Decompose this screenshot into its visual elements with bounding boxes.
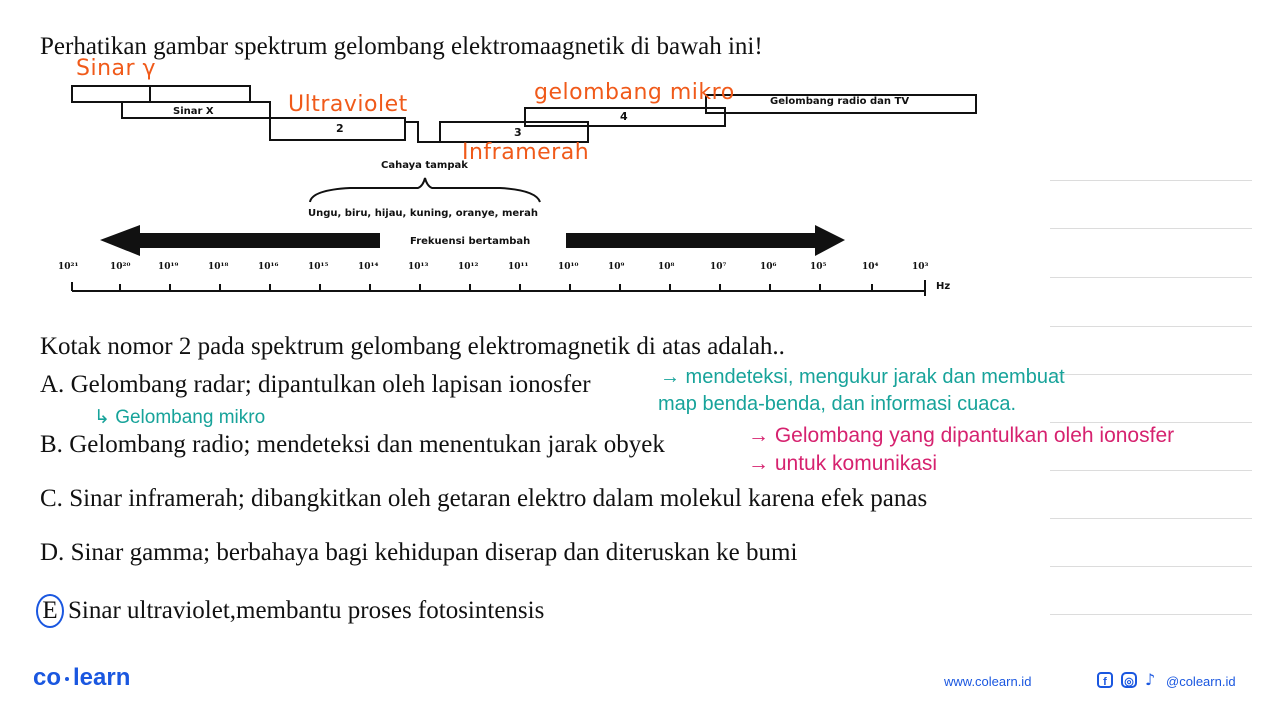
brand-logo	[33, 664, 130, 692]
box-sinar-gamma	[72, 86, 250, 102]
instagram-icon[interactable]: ◎	[1121, 672, 1137, 688]
label-frekuensi: Frekuensi bertambah	[410, 236, 531, 247]
option-text: Sinar inframerah; dibangkitkan oleh getaran elektro dalam molekul karena efek panas	[69, 485, 928, 512]
tick-label: 10¹⁹	[158, 262, 179, 272]
option-letter-circled: E	[36, 594, 64, 628]
annotation-gelombang-mikro: gelombang mikro	[534, 80, 735, 105]
ruled-line	[1050, 326, 1252, 327]
option-text: Sinar ultraviolet,membantu proses fotosintensis	[68, 597, 545, 624]
em-spectrum-diagram	[0, 0, 1280, 320]
question-prompt: Kotak nomor 2 pada spektrum gelombang elektromagnetik di atas adalah..	[40, 333, 785, 360]
visible-brace	[310, 178, 540, 202]
tick-label: 10²⁰	[110, 262, 131, 272]
option-a[interactable]	[40, 372, 591, 397]
option-e[interactable]	[40, 594, 544, 628]
ruled-line	[1050, 470, 1252, 471]
brand-dot	[65, 677, 69, 681]
tick-label: 10¹⁶	[258, 262, 279, 272]
ruled-line	[1050, 566, 1252, 567]
ruled-line	[1050, 374, 1252, 375]
tick-label: 10¹⁵	[308, 262, 329, 272]
note-a-line2: map benda-benda, dan informasi cuaca.	[658, 393, 1017, 415]
brand-co: co	[33, 664, 62, 691]
frequency-axis	[72, 280, 925, 296]
ruled-line	[1050, 614, 1252, 615]
option-letter: C.	[40, 485, 63, 512]
brand-learn: learn	[73, 664, 131, 691]
option-letter: D.	[40, 539, 65, 566]
label-visible-colors: Ungu, biru, hijau, kuning, oranye, merah	[308, 208, 538, 219]
note-a-sub: ↳ Gelombang mikro	[94, 407, 266, 428]
tick-label: 10⁵	[810, 262, 827, 272]
option-b[interactable]	[40, 432, 665, 457]
label-box-4: 4	[620, 110, 628, 123]
tick-label: 10⁶	[760, 262, 777, 272]
tick-label: 10¹⁸	[208, 262, 229, 272]
tick-label: 10⁴	[862, 262, 879, 272]
option-text: Gelombang radar; dipantulkan oleh lapisan ionosfer	[70, 371, 591, 398]
ruled-line	[1050, 228, 1252, 229]
website-link[interactable]: www.colearn.id	[944, 674, 1032, 689]
tick-label: 10¹⁰	[558, 262, 579, 272]
right-arrow	[566, 225, 845, 256]
annotation-sinar-gamma: Sinar γ	[76, 56, 157, 81]
box-cahaya-tampak	[405, 122, 440, 142]
tick-label: 10⁹	[608, 262, 625, 272]
tick-label: 10¹²	[458, 262, 479, 272]
note-b-line1: → Gelombang yang dipantulkan oleh ionosfer	[748, 424, 1175, 447]
tick-label: 10⁷	[710, 262, 727, 272]
left-arrow	[100, 225, 380, 256]
tick-label: 10³	[912, 262, 929, 272]
option-text: Gelombang radio; mendeteksi dan menentukan jarak obyek	[69, 431, 665, 458]
note-a-line1: → mendeteksi, mengukur jarak dan membuat	[660, 366, 1065, 388]
tick-label: 10¹¹	[508, 262, 529, 272]
annotation-inframerah: Inframerah	[462, 140, 590, 165]
facebook-icon[interactable]: f	[1097, 672, 1113, 688]
tick-label: 10⁸	[658, 262, 675, 272]
option-d[interactable]	[40, 540, 797, 565]
ruled-line	[1050, 518, 1252, 519]
tick-label: 10¹⁴	[358, 262, 379, 272]
ruled-line	[1050, 180, 1252, 181]
label-box-3: 3	[514, 126, 522, 139]
label-cahaya-tampak: Cahaya tampak	[381, 160, 468, 171]
tiktok-icon[interactable]: ♪	[1145, 670, 1156, 689]
label-sinar-x: Sinar X	[173, 106, 214, 117]
option-c[interactable]	[40, 486, 927, 511]
option-text: Sinar gamma; berbahaya bagi kehidupan diserap dan diteruskan ke bumi	[70, 539, 798, 566]
question-title: Perhatikan gambar spektrum gelombang elektromaagnetik di bawah ini!	[40, 33, 763, 60]
label-box-2: 2	[336, 122, 344, 135]
label-radio-tv: Gelombang radio dan TV	[770, 96, 910, 107]
note-b-line2: → untuk komunikasi	[748, 452, 938, 475]
label-hz: Hz	[936, 281, 951, 292]
tick-label: 10¹³	[408, 262, 429, 272]
option-letter: A.	[40, 371, 65, 398]
option-letter: B.	[40, 431, 63, 458]
ruled-line	[1050, 277, 1252, 278]
tick-label: 10²¹	[58, 262, 79, 272]
social-handle[interactable]: @colearn.id	[1166, 674, 1236, 689]
ruled-line	[1050, 422, 1252, 423]
annotation-ultraviolet: Ultraviolet	[288, 92, 408, 117]
